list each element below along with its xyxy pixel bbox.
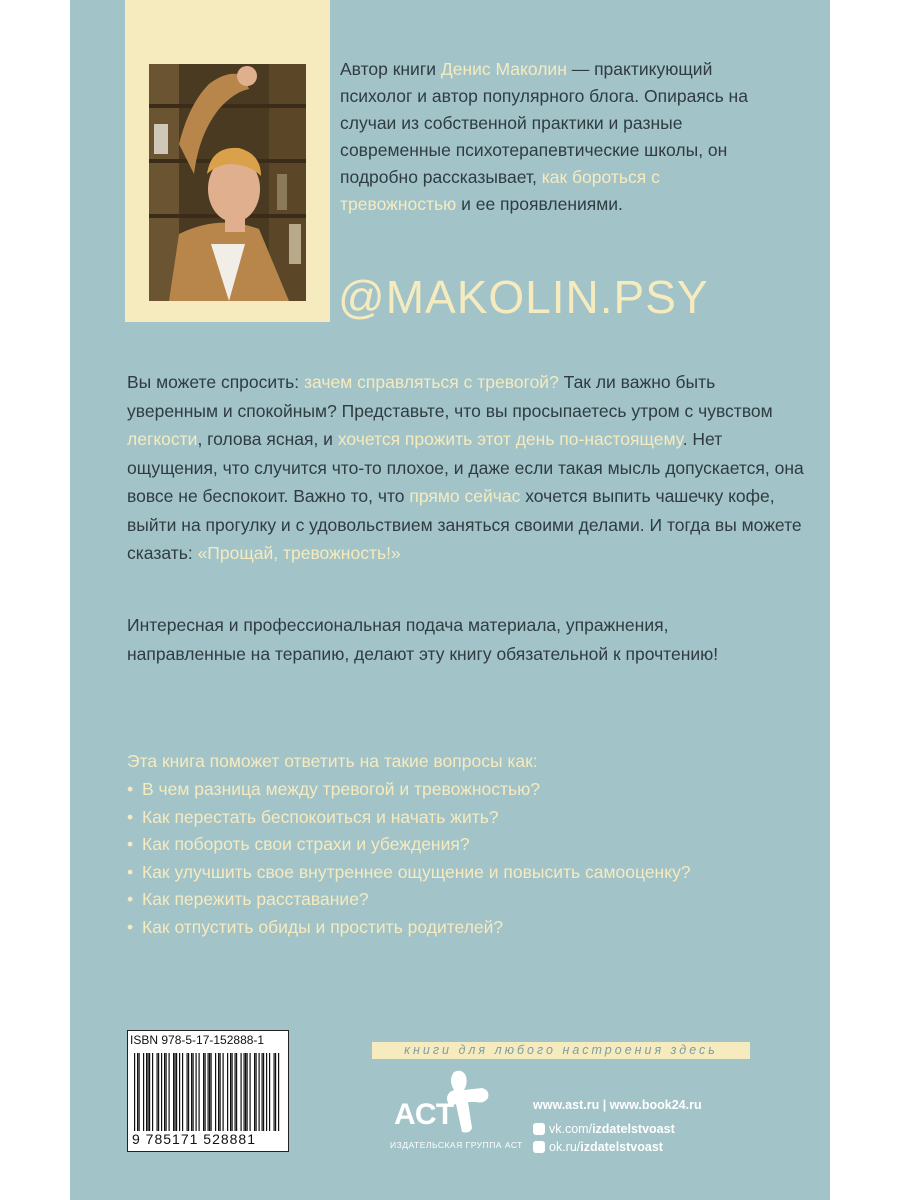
publisher-name: ИЗДАТЕЛЬСКАЯ ГРУППА АСТ [390,1140,523,1150]
barcode-bar [196,1053,197,1131]
p1-part-e: хочется выпить чашечку кофе, выйти на прогулку и с удовольствием заняться своими делами. И тогда вы можете сказать: [127,486,802,563]
question-text: Как отпустить обиды и простить родителей? [142,916,504,937]
author-description [340,56,780,218]
barcode-bar [199,1053,200,1131]
author-portrait-image [149,64,306,301]
description-paragraph-2: Интересная и профессиональная подача материала, упражнения, направленные на терапию, делают эту книгу обязательной к прочтению! [127,615,719,664]
p1-highlight-1: зачем справляться с тревогой? [304,372,559,392]
barcode-bar [262,1053,263,1131]
isbn-digits: 9 785171 528881 [132,1131,256,1147]
author-name: Денис Маколин [440,59,567,79]
p1-highlight-3: хочется прожить этот день по-настоящему [337,429,683,449]
logo-text: АСТ [394,1098,455,1131]
barcode-bar [148,1053,149,1131]
vk-link[interactable] [533,1122,675,1136]
p1-highlight-4: прямо сейчас [409,486,521,506]
barcode-bar [245,1053,246,1131]
list-item [127,914,691,942]
barcode-bar [173,1053,174,1131]
vk-handle: izdatelstvoast [592,1122,675,1136]
bullet: • [127,806,134,827]
barcode-bar [161,1053,162,1131]
vk-icon [533,1123,545,1135]
barcode-bar [235,1053,236,1131]
bullet: • [127,916,134,937]
barcode-bar [256,1053,257,1131]
barcode-bar [209,1053,210,1131]
bullet: • [127,889,134,909]
barcode-bar [158,1053,159,1131]
barcode-bar [205,1053,206,1131]
barcode-bar [220,1053,221,1131]
ok-icon [533,1141,545,1153]
barcode-bar [241,1053,242,1131]
barcode-bar [152,1053,153,1131]
question-text: В чем разница между тревогой и тревожностью? [142,779,541,799]
barcode-bar [250,1053,251,1131]
barcode-bar [191,1053,192,1131]
barcode-bar [176,1053,177,1131]
barcode-bar [193,1053,194,1131]
barcode-bar [211,1053,212,1131]
barcode-bar [215,1053,216,1131]
barcode-bar [175,1053,176,1131]
isbn-barcode [127,1030,289,1152]
barcode-bar [134,1053,135,1131]
question-text: Как перестать беспокоиться и начать жить? [142,806,499,827]
barcode-bar [274,1053,275,1131]
question-text: Как побороть свои страхи и убеждения? [142,834,470,854]
vk-prefix: vk.com/ [549,1122,593,1136]
barcode-bar [208,1053,209,1131]
barcode-bar [244,1053,245,1131]
description-paragraph-1 [127,368,807,568]
barcode-bar [164,1053,165,1131]
p1-part-a: Вы можете спросить: [127,372,305,392]
barcode-bar [179,1053,180,1131]
barcode-bar [218,1053,219,1131]
ok-handle: izdatelstvoast [580,1140,663,1154]
barcode-bar [259,1053,260,1131]
p1-highlight-5: «Прощай, тревожность!» [197,543,401,563]
barcode-bar [269,1053,270,1131]
barcode-bar [188,1053,189,1131]
author-text-2: и ее проявлениями. [456,194,623,214]
ok-link[interactable] [533,1140,663,1154]
barcode-bar [187,1053,188,1131]
barcode-bar [182,1053,183,1131]
barcode-bar [263,1053,264,1131]
publisher-logo [392,1068,502,1143]
barcode-bar [143,1053,144,1131]
barcode-bars [134,1053,282,1131]
ok-prefix: ok.ru/ [549,1140,581,1154]
barcode-bar [227,1053,228,1131]
questions-title: Эта книга поможет ответить на такие вопросы как: [127,751,538,771]
p1-highlight-2: легкости [127,429,198,449]
barcode-bar [166,1053,167,1131]
barcode-bar [203,1053,204,1131]
list-item [127,831,691,859]
question-text: Как улучшить свое внутреннее ощущение и повысить самооценку? [142,861,691,882]
barcode-bar [236,1053,237,1131]
barcode-bar [266,1053,267,1131]
p1-part-d: . Нет ощущения, что случится что-то плохое, и даже если такая мысль допускается, она вовсе не беспокоит. Важно то, что [127,429,804,506]
barcode-bar [230,1053,231,1131]
barcode-bar [137,1053,138,1131]
bullet: • [127,861,134,882]
barcode-bar [157,1053,158,1131]
barcode-bar [146,1053,147,1131]
p1-part-c: , голова ясная, и [197,429,338,449]
author-intro: Автор книги [340,59,441,79]
barcode-bar [254,1053,255,1131]
barcode-bar [278,1053,279,1131]
author-photo [149,64,306,301]
barcode-bar [139,1053,140,1131]
questions-list [127,776,691,941]
bullet: • [127,834,134,854]
isbn-label: ISBN 978-5-17-152888-1 [130,1033,265,1047]
barcode-bar [169,1053,170,1131]
social-handle: @MAKOLIN.PSY [338,271,709,323]
author-topic-highlight: как бороться с тревожностью [340,167,660,214]
publisher-slogan: книги для любого настроения здесь [372,1042,750,1059]
list-item [127,886,691,914]
barcode-bar [149,1053,150,1131]
question-text: Как пережить расставание? [142,889,369,909]
barcode-bar [247,1053,248,1131]
p1-part-b: Так ли важно быть уверенным и спокойным? Представьте, что вы просыпаетесь утром с чувством [127,372,773,421]
list-item [127,859,691,887]
barcode-bar [223,1053,224,1131]
author-text-1: — практикующий психолог и автор популярного блога. Опираясь на случаи из собственной практики и разные современные психотерапевтические школы, он подробно рассказывает, [340,59,748,187]
list-item [127,776,691,804]
barcode-bar [275,1053,276,1131]
list-item [127,804,691,832]
barcode-bar [232,1053,233,1131]
bullet: • [127,779,134,799]
publisher-websites: www.ast.ru | www.book24.ru [533,1098,702,1112]
